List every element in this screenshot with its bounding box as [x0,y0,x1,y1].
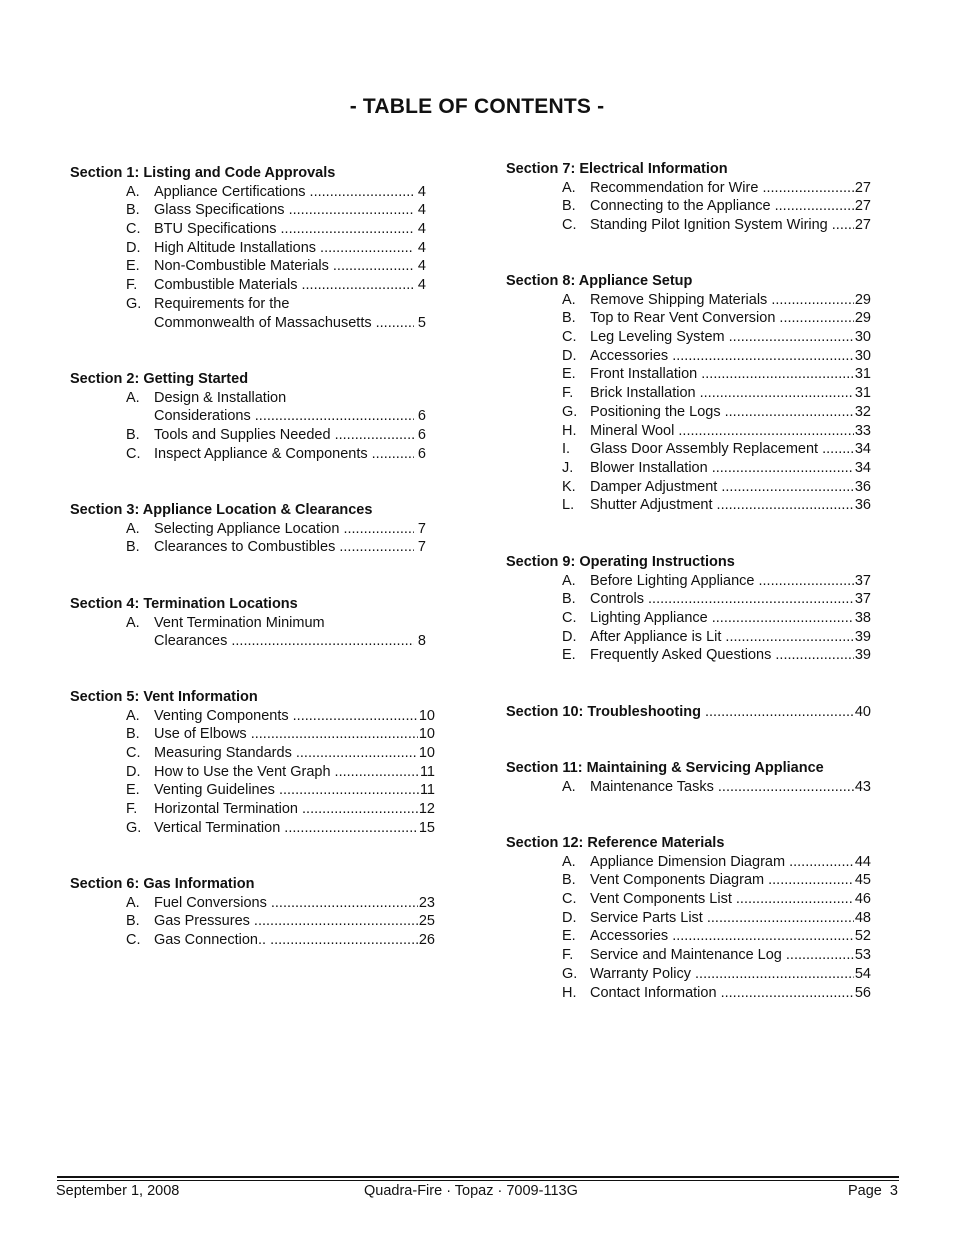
footer-date: September 1, 2008 [56,1183,180,1199]
footer-document-id: Quadra-Fire · Topaz · 7009-113G [364,1183,578,1199]
toc-entry[interactable] [70,744,435,763]
toc-entry-title: BTU Specifications ..... [154,220,414,239]
toc-entry-page: 4 [417,221,426,238]
toc-entry-title: Clearances ..... [154,632,414,651]
toc-entry-page: 40 [854,704,871,720]
toc-entry-letter: C. [126,221,141,238]
toc-entry-title: Clearances to Combustibles ..... [154,538,414,557]
toc-entry[interactable] [506,984,871,1003]
toc-entry[interactable] [506,890,871,909]
toc-entry-letter: C. [126,932,141,949]
toc-entry-letter: C. [562,217,577,234]
toc-entry[interactable] [70,725,435,744]
toc-entry-title: Positioning the Logs ..... [590,403,859,422]
toc-entry-page: 30 [854,347,871,364]
toc-entry-title: Gas Connection.. ..... [154,931,423,950]
toc-entry-title: Connecting to the Appliance ..... [590,197,859,216]
toc-entry-page: 54 [854,965,871,982]
toc-entry[interactable] [70,912,435,931]
toc-entry-page: 7 [417,539,426,556]
toc-entry-letter: B. [126,913,140,930]
toc-entry[interactable] [506,459,871,478]
toc-entry-title: Appliance Dimension Diagram ..... [590,853,859,872]
toc-entry-letter: E. [562,366,576,383]
toc-entry-title: Controls ..... [590,590,859,609]
toc-entry-letter: B. [126,539,140,556]
toc-entry-title: Gas Pressures ..... [154,912,423,931]
footer-page-number: Page 3 [848,1183,898,1199]
toc-entry-page: 10 [418,726,435,743]
toc-entry-page: 27 [854,217,871,234]
toc-entry-letter: A. [126,614,140,631]
toc-entry-page: 6 [417,408,426,425]
toc-entry-letter: H. [562,422,577,439]
toc-entry[interactable] [70,520,426,539]
toc-entry-letter: L. [562,497,575,514]
toc-entry[interactable] [506,628,871,647]
toc-entry-letter: F. [126,277,138,294]
toc-entry-title: Inspect Appliance & Components ..... [154,445,414,464]
toc-entry-letter: A. [562,291,576,308]
toc-entry-letter: E. [126,782,140,799]
toc-section-6 [70,875,435,950]
toc-entry-title: Shutter Adjustment ..... [590,496,859,515]
toc-entry-title: Blower Installation ..... [590,459,859,478]
toc-entry-letter: C. [126,445,141,462]
toc-entry-title: Service Parts List ..... [590,909,859,928]
toc-entry-page: 11 [419,782,435,799]
toc-entry[interactable] [70,707,435,726]
toc-entry-title: Design & Installation [154,389,287,406]
toc-entry[interactable] [506,179,871,198]
toc-entry-title: Contact Information ..... [590,984,859,1003]
section-heading: Section 1: Listing and Code Approvals [70,165,336,181]
toc-section-3 [70,501,426,557]
toc-entry[interactable] [506,422,871,441]
toc-entry-title: Venting Components ..... [154,707,423,726]
section-heading: Section 9: Operating Instructions [506,554,735,570]
toc-section-10 [506,703,871,722]
toc-section-5 [70,688,435,838]
toc-entry-letter: E. [562,928,576,945]
toc-entry[interactable] [506,440,871,459]
toc-entry-letter: C. [562,610,577,627]
toc-entry-letter: F. [126,801,138,818]
toc-entry-letter: B. [562,591,576,608]
toc-entry-title: Use of Elbows ..... [154,725,423,744]
toc-entry[interactable] [70,819,435,838]
section-heading: Section 8: Appliance Setup [506,273,693,289]
toc-entry-letter: K. [562,478,576,495]
section-heading: Section 6: Gas Information [70,876,255,892]
toc-entry[interactable] [506,197,871,216]
toc-entry-title: Before Lighting Appliance ..... [590,572,859,591]
toc-entry[interactable] [70,183,426,202]
toc-entry[interactable] [70,389,426,408]
toc-entry[interactable] [70,426,426,445]
toc-entry[interactable] [70,931,435,950]
toc-entry-title: Vent Termination Minimum [154,614,325,631]
toc-section-9 [506,553,871,665]
toc-entry-letter: B. [562,198,576,215]
toc-entry[interactable] [506,403,871,422]
toc-entry-page: 37 [854,591,871,608]
toc-entry[interactable] [70,894,435,913]
toc-entry[interactable] [506,478,871,497]
toc-entry-letter: A. [126,183,140,200]
toc-entry-page: 46 [854,891,871,908]
section-heading: Section 11: Maintaining & Servicing Appliance [506,760,824,776]
toc-entry-letter: A. [562,572,576,589]
toc-entry-title: Maintenance Tasks ..... [590,778,859,797]
toc-entry-page: 4 [417,277,426,294]
toc-entry[interactable] [506,384,871,403]
toc-entry[interactable] [506,965,871,984]
toc-entry-title: Frequently Asked Questions ..... [590,646,859,665]
section-heading: Section 2: Getting Started [70,371,249,387]
toc-entry-letter: E. [562,647,576,664]
section-heading: Section 5: Vent Information [70,689,258,705]
toc-entry-letter: G. [126,295,142,312]
toc-entry[interactable] [506,291,871,310]
toc-entry-page: 38 [854,610,871,627]
toc-entry-page: 34 [854,441,871,458]
toc-entry-page: 27 [854,198,871,215]
toc-entry-title: Venting Guidelines ..... [154,781,423,800]
toc-entry-page: 12 [418,801,435,818]
toc-entry-letter: A. [126,894,140,911]
toc-entry-page: 56 [854,984,871,1001]
toc-entry-page: 23 [418,894,435,911]
toc-section-8 [506,272,871,515]
toc-entry-letter: D. [126,239,141,256]
toc-entry-title: Front Installation ..... [590,365,859,384]
toc-entry[interactable] [70,295,426,314]
toc-entry-title: Tools and Supplies Needed ..... [154,426,414,445]
toc-section-7 [506,160,871,235]
toc-entry[interactable] [506,309,871,328]
toc-entry-letter: B. [562,872,576,889]
toc-entry-letter: F. [562,947,574,964]
toc-entry-page: 30 [854,329,871,346]
toc-entry-page: 4 [417,202,426,219]
toc-entry-title: How to Use the Vent Graph ..... [154,763,423,782]
toc-entry[interactable] [70,239,426,258]
toc-entry-letter: I. [562,441,571,458]
toc-entry-page: 43 [854,778,871,795]
toc-section-1 [70,164,426,332]
toc-entry[interactable] [506,853,871,872]
toc-entry-title: Warranty Policy ..... [590,965,859,984]
toc-entry-letter: C. [126,745,141,762]
toc-entry[interactable] [506,365,871,384]
toc-entry-page: 25 [418,913,435,930]
toc-entry-letter: C. [562,891,577,908]
page-title: - TABLE OF CONTENTS - [349,95,605,118]
toc-entry-title: Accessories ..... [590,347,859,366]
toc-entry-letter: A. [562,179,576,196]
toc-entry-title: Vent Components List ..... [590,890,859,909]
toc-section-heading-entry[interactable] [506,703,871,722]
toc-entry-page: 29 [854,310,871,327]
toc-entry-letter: B. [562,310,576,327]
toc-entry[interactable] [70,538,426,557]
toc-entry[interactable] [70,800,435,819]
toc-entry-title: Vertical Termination ..... [154,819,423,838]
toc-entry-letter: J. [562,459,574,476]
toc-entry[interactable] [70,257,426,276]
toc-entry-title: Recommendation for Wire ..... [590,179,859,198]
section-heading: Section 12: Reference Materials [506,835,725,851]
toc-entry-page: 36 [854,497,871,514]
toc-entry-title: Damper Adjustment ..... [590,478,859,497]
toc-entry-title: Horizontal Termination ..... [154,800,423,819]
toc-entry-letter: D. [126,763,141,780]
toc-entry[interactable] [70,445,426,464]
toc-entry-title: Glass Specifications ..... [154,201,414,220]
toc-entry-letter: D. [562,347,577,364]
toc-entry-title: Mineral Wool ..... [590,422,859,441]
toc-entry-title: High Altitude Installations ..... [154,239,414,258]
toc-entry[interactable] [506,871,871,890]
toc-entry-title: Considerations ..... [154,407,414,426]
toc-entry-letter: A. [562,778,576,795]
toc-entry-title: Selecting Appliance Location ..... [154,520,414,539]
toc-entry-page: 32 [854,403,871,420]
toc-entry-page: 52 [854,928,871,945]
toc-entry-letter: D. [562,909,577,926]
toc-entry-title: Non-Combustible Materials ..... [154,257,414,276]
toc-entry-page: 5 [417,314,426,331]
toc-entry-page: 31 [854,366,871,383]
toc-entry-page: 11 [419,763,435,780]
toc-entry-page: 6 [417,427,426,444]
toc-entry-page: 33 [854,422,871,439]
toc-entry-title: After Appliance is Lit ..... [590,628,859,647]
toc-entry[interactable] [506,328,871,347]
toc-entry[interactable] [70,763,435,782]
toc-entry-title: Brick Installation ..... [590,384,859,403]
toc-entry-letter: F. [562,385,574,402]
toc-entry-page: 53 [854,947,871,964]
toc-entry[interactable] [506,572,871,591]
toc-entry[interactable] [506,347,871,366]
toc-entry-letter: A. [562,853,576,870]
toc-entry[interactable] [70,314,426,333]
toc-entry-title: Appliance Certifications ..... [154,183,414,202]
toc-entry-page: 10 [418,707,435,724]
toc-entry-letter: A. [126,389,140,406]
toc-entry-page: 27 [854,179,871,196]
toc-entry-letter: A. [126,520,140,537]
section-heading: Section 4: Termination Locations [70,596,298,612]
toc-section-4 [70,595,426,651]
toc-entry-title: Glass Door Assembly Replacement ..... [590,440,859,459]
toc-entry-page: 26 [418,932,435,949]
toc-entry-page: 29 [854,291,871,308]
toc-entry[interactable] [70,781,435,800]
toc-entry-letter: G. [562,403,578,420]
toc-entry-title: Combustible Materials ..... [154,276,414,295]
toc-entry-page: 48 [854,909,871,926]
toc-entry-letter: B. [126,427,140,444]
toc-entry-page: 6 [417,445,426,462]
toc-entry-title: Vent Components Diagram ..... [590,871,859,890]
toc-entry-letter: G. [126,819,142,836]
toc-entry-page: 37 [854,572,871,589]
toc-entry-letter: E. [126,258,140,275]
toc-entry-title: Commonwealth of Massachusetts ..... [154,314,414,333]
toc-entry[interactable] [70,632,426,651]
section-heading: Section 7: Electrical Information [506,161,728,177]
toc-entry-page: 4 [417,258,426,275]
section-heading: Section 10: Troubleshooting ..... [506,703,853,722]
toc-entry-page: 4 [417,239,426,256]
toc-entry[interactable] [506,946,871,965]
toc-entry-title: Remove Shipping Materials ..... [590,291,859,310]
toc-entry-page: 31 [854,385,871,402]
toc-section-12 [506,834,871,1002]
toc-entry-letter: G. [562,965,578,982]
toc-entry-letter: B. [126,202,140,219]
toc-entry-page: 7 [417,520,426,537]
toc-entry-letter: C. [562,329,577,346]
toc-entry-page: 8 [417,633,426,650]
toc-entry-page: 39 [854,647,871,664]
toc-entry[interactable] [70,201,426,220]
toc-entry[interactable] [70,407,426,426]
toc-entry[interactable] [506,778,871,797]
toc-entry[interactable] [506,927,871,946]
toc-entry-title: Accessories ..... [590,927,859,946]
toc-entry-page: 10 [418,745,435,762]
toc-entry-page: 39 [854,628,871,645]
toc-entry-page: 45 [854,872,871,889]
toc-entry-letter: B. [126,726,140,743]
toc-entry[interactable] [506,496,871,515]
toc-entry[interactable] [506,216,871,235]
toc-entry-title: Measuring Standards ..... [154,744,423,763]
toc-entry-title: Requirements for the [154,295,290,312]
toc-entry-page: 4 [417,183,426,200]
toc-entry[interactable] [70,276,426,295]
toc-entry[interactable] [506,609,871,628]
toc-entry[interactable] [506,590,871,609]
toc-entry[interactable] [70,614,426,633]
toc-entry-page: 44 [854,853,871,870]
footer-rule [57,1176,899,1178]
toc-entry[interactable] [506,646,871,665]
section-heading: Section 3: Appliance Location & Clearances [70,502,373,518]
toc-section-2 [70,370,426,463]
toc-entry-page: 36 [854,478,871,495]
toc-entry-title: Fuel Conversions ..... [154,894,423,913]
toc-entry-title: Standing Pilot Ignition System Wiring ..... [590,216,859,235]
toc-entry-letter: H. [562,984,577,1001]
toc-entry-title: Service and Maintenance Log ..... [590,946,859,965]
toc-entry[interactable] [70,220,426,239]
toc-entry-title: Top to Rear Vent Conversion ..... [590,309,859,328]
toc-entry-title: Leg Leveling System ..... [590,328,859,347]
toc-entry-letter: A. [126,707,140,724]
toc-entry-letter: D. [562,628,577,645]
toc-entry[interactable] [506,909,871,928]
toc-entry-page: 15 [418,819,435,836]
toc-entry-title: Lighting Appliance ..... [590,609,859,628]
toc-entry-page: 34 [854,459,871,476]
toc-section-11 [506,759,871,796]
footer-rule-thin [57,1180,899,1181]
